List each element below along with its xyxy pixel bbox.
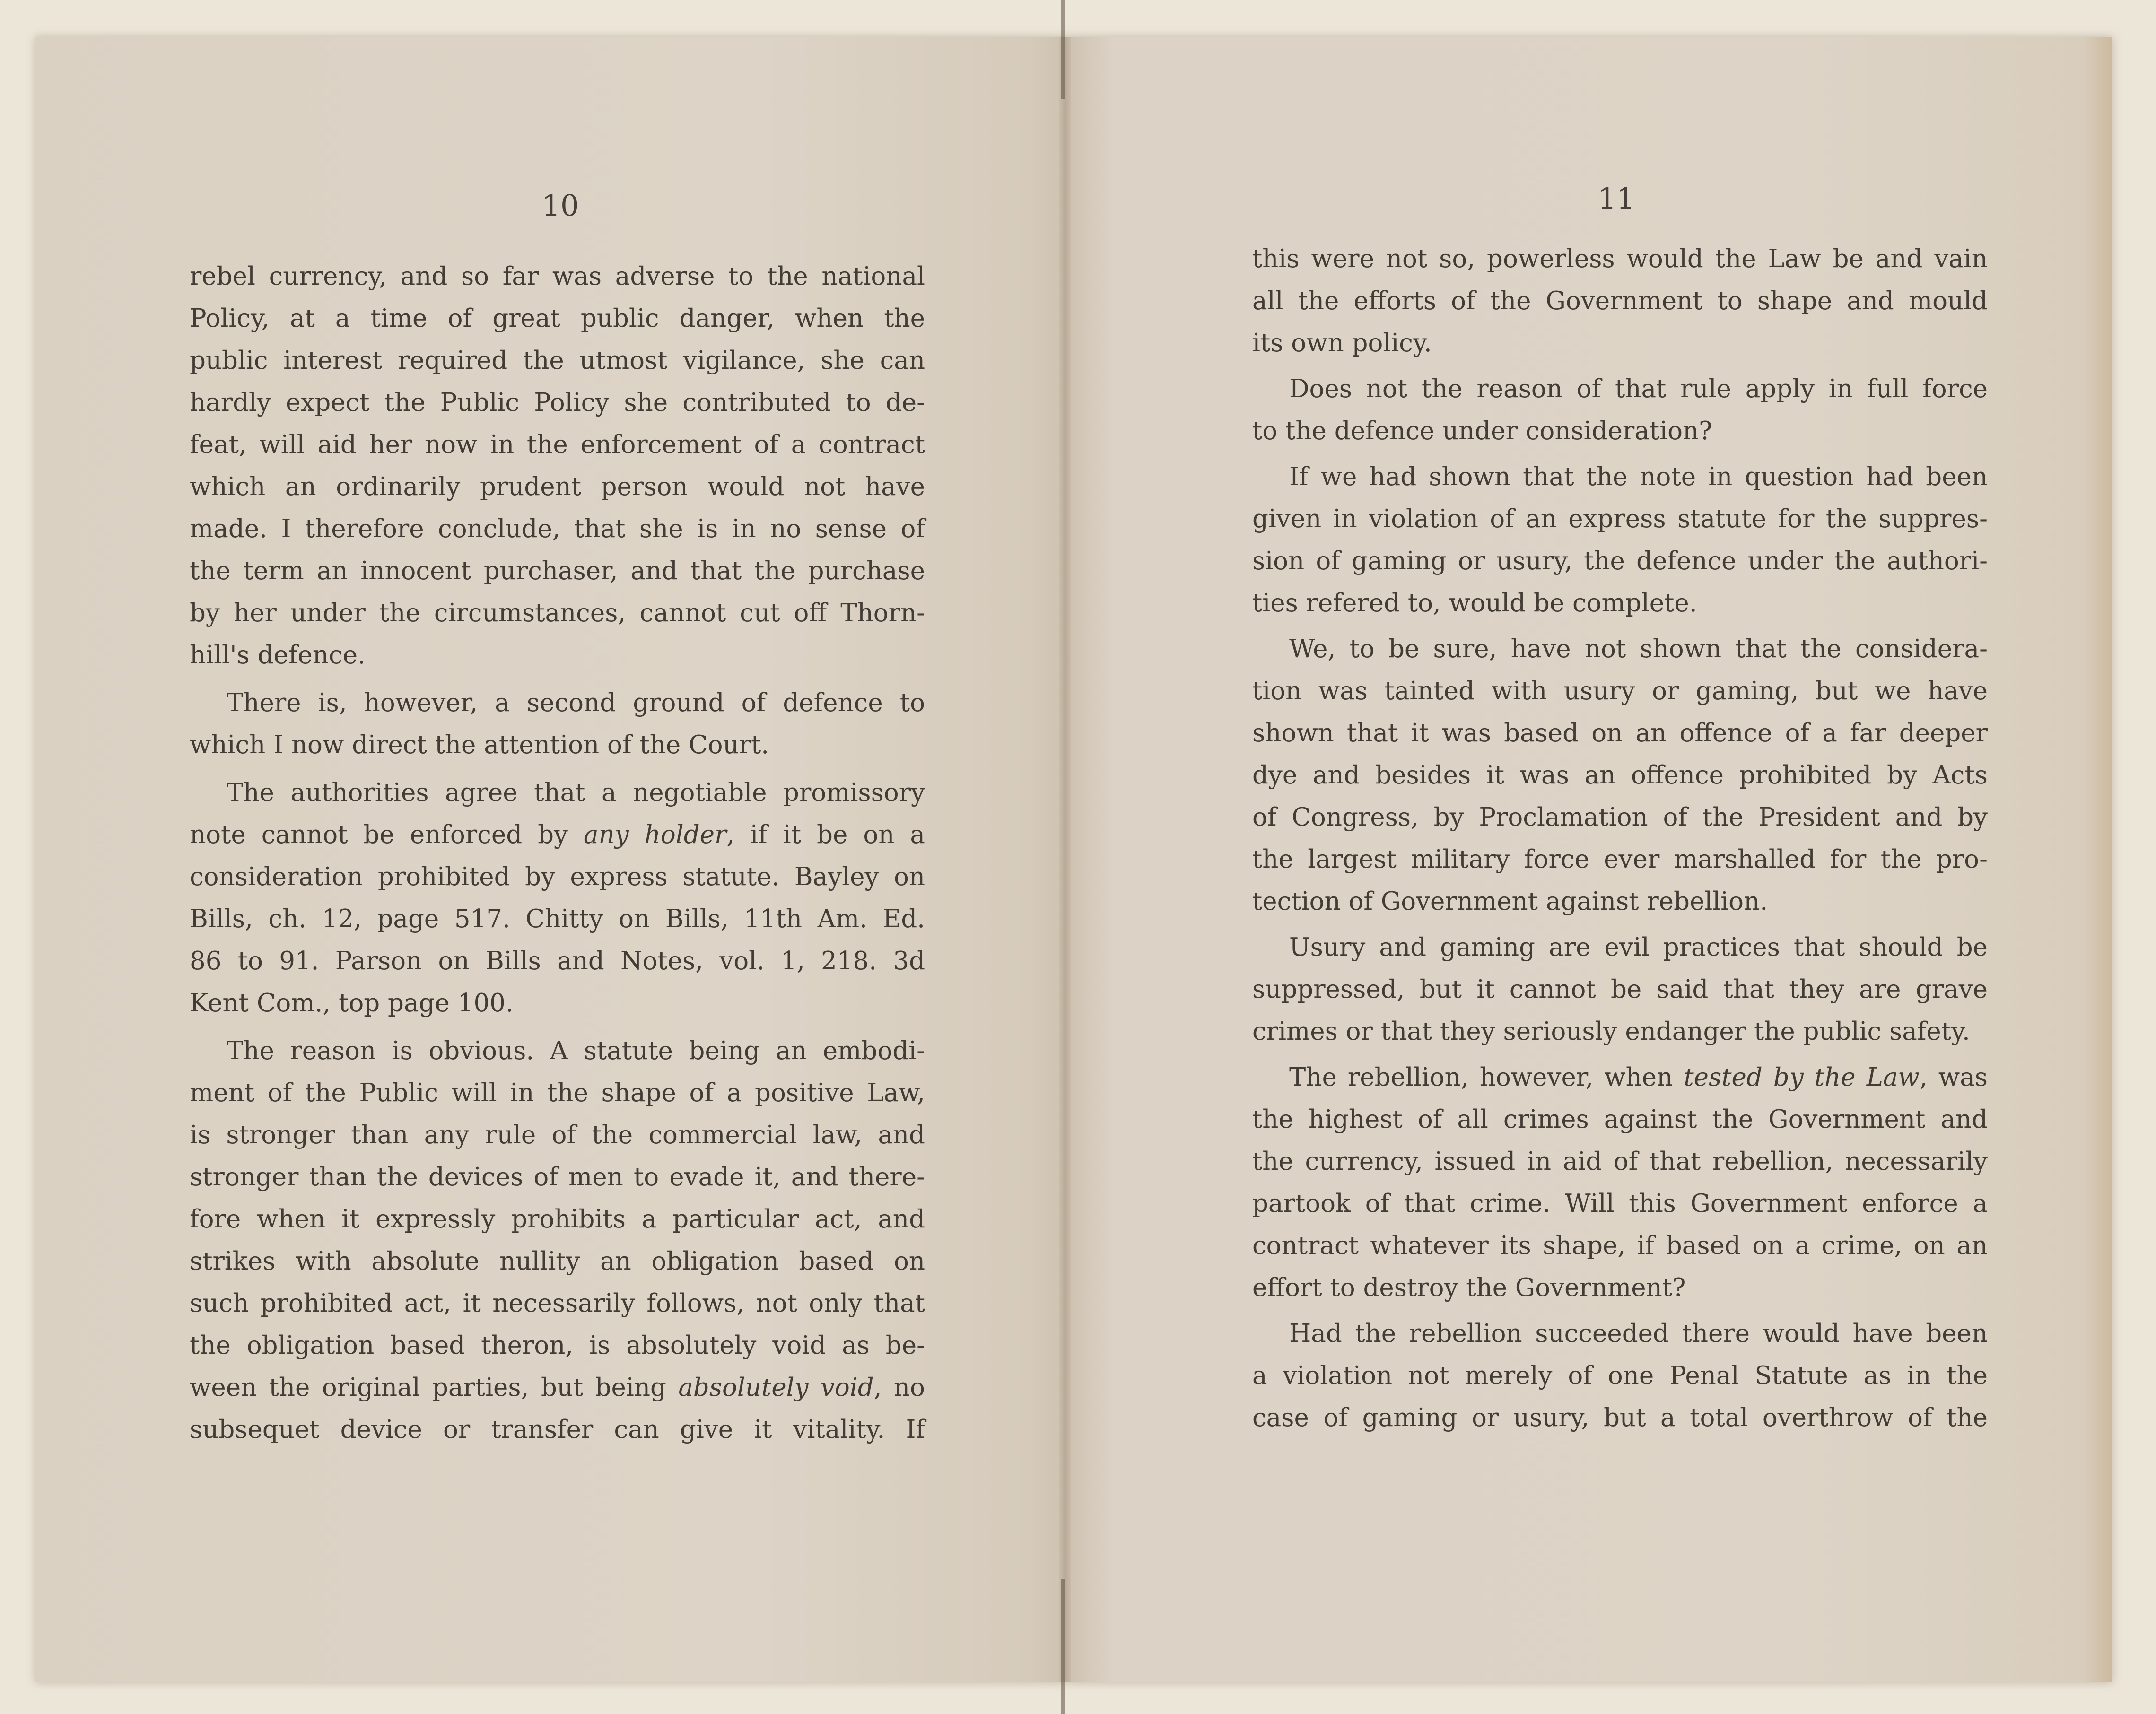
text-line: Bills, ch. 12, page 517. Chitty on Bills, 11th Am. Ed. bbox=[190, 905, 925, 933]
text-span: , was bbox=[1919, 1063, 1988, 1092]
text-line: feat, will aid her now in the enforcement of a contract bbox=[190, 430, 925, 459]
right-page-text bbox=[1252, 238, 1988, 1439]
text-line: by her under the circumstances, cannot cut off Thorn- bbox=[190, 599, 925, 627]
text-line: Had the rebellion succeeded there would have been bbox=[1289, 1319, 1988, 1348]
page-number-left: 10 bbox=[541, 188, 579, 223]
text-line: There is, however, a second ground of defence to bbox=[227, 688, 925, 717]
text-line: is stronger than any rule of the commercial law, and bbox=[190, 1121, 925, 1149]
left-page bbox=[35, 37, 1059, 1682]
text-line: all the efforts of the Government to shape and mould bbox=[1252, 287, 1988, 315]
text-line: the obligation based theron, is absolutely void as be- bbox=[190, 1331, 925, 1360]
text-line: Does not the reason of that rule apply in full force bbox=[1289, 374, 1988, 403]
text-span: ween the original parties, but being bbox=[190, 1373, 666, 1402]
text-line: dye and besides it was an offence prohibited by Acts bbox=[1252, 761, 1988, 790]
text-line: its own policy. bbox=[1252, 329, 1432, 357]
italic-span: any holder bbox=[584, 820, 727, 849]
text-line: hardly expect the Public Policy she contributed to de- bbox=[190, 388, 925, 417]
italic-span: absolutely void bbox=[678, 1373, 874, 1402]
binding-thread-bottom bbox=[1061, 1579, 1065, 1714]
text-line: to the defence under consideration? bbox=[1252, 417, 1712, 445]
text-line: shown that it was based on an offence of a far deeper bbox=[1252, 719, 1988, 748]
left-page-text bbox=[190, 255, 925, 1451]
text-line: subsequet device or transfer can give it vitality. If bbox=[190, 1415, 925, 1444]
text-line-mixed bbox=[190, 814, 925, 856]
text-line: If we had shown that the note in question had been bbox=[1289, 462, 1988, 491]
text-line: made. I therefore conclude, that she is in no sense of bbox=[190, 514, 925, 543]
text-line: such prohibited act, it necessarily follows, not only that bbox=[190, 1289, 925, 1318]
text-line: ment of the Public will in the shape of a positive Law, bbox=[190, 1079, 925, 1107]
text-line: hill's defence. bbox=[190, 641, 366, 670]
text-line: strikes with absolute nullity an obligation based on bbox=[190, 1247, 925, 1276]
page-number-right: 11 bbox=[1597, 181, 1635, 216]
text-line: consideration prohibited by express statute. Bayley on bbox=[190, 862, 925, 891]
book-spread bbox=[35, 37, 2112, 1682]
text-line: tion was tainted with usury or gaming, but we have bbox=[1252, 677, 1988, 705]
text-line: 86 to 91. Parson on Bills and Notes, vol. 1, 218. 3d bbox=[190, 947, 925, 975]
text-line: of Congress, by Proclamation of the President and by bbox=[1252, 803, 1988, 832]
text-line: ties refered to, would be complete. bbox=[1252, 589, 1697, 618]
text-line: contract whatever its shape, if based on a crime, on an bbox=[1252, 1231, 1988, 1260]
text-line-mixed bbox=[1252, 1056, 1988, 1098]
text-line: which I now direct the attention of the Court. bbox=[190, 731, 769, 759]
text-span: The rebellion, however, when bbox=[1289, 1063, 1673, 1092]
text-line-mixed bbox=[190, 1366, 925, 1409]
text-line: tection of Government against rebellion. bbox=[1252, 887, 1768, 916]
text-line: We, to be sure, have not shown that the considera- bbox=[1289, 635, 1988, 663]
text-line: fore when it expressly prohibits a particular act, and bbox=[190, 1205, 925, 1234]
text-line: suppressed, but it cannot be said that they are grave bbox=[1252, 975, 1988, 1004]
text-line: case of gaming or usury, but a total overthrow of the bbox=[1252, 1403, 1988, 1432]
text-line: effort to destroy the Government? bbox=[1252, 1273, 1686, 1302]
italic-span: tested by the Law bbox=[1684, 1063, 1920, 1092]
text-line: Kent Com., top page 100. bbox=[190, 989, 514, 1018]
text-line: sion of gaming or usury, the defence under the authori- bbox=[1252, 547, 1988, 575]
text-line: the largest military force ever marshalled for the pro- bbox=[1252, 845, 1988, 874]
text-span: , if it be on a bbox=[726, 820, 925, 849]
text-line: partook of that crime. Will this Government enforce a bbox=[1252, 1189, 1988, 1218]
text-line: stronger than the devices of men to evade it, and there- bbox=[190, 1163, 925, 1192]
text-line: The reason is obvious. A statute being an embodi- bbox=[227, 1036, 925, 1065]
text-line: the term an innocent purchaser, and that the purchase bbox=[190, 557, 925, 585]
text-line: crimes or that they seriously endanger the public safety. bbox=[1252, 1017, 1970, 1046]
text-line: The authorities agree that a negotiable promissory bbox=[227, 778, 925, 807]
text-line: Policy, at a time of great public danger, when the bbox=[190, 304, 925, 333]
text-span: note cannot be enforced by bbox=[190, 820, 568, 849]
text-line: which an ordinarily prudent person would not have bbox=[190, 472, 925, 501]
text-line: this were not so, powerless would the Law be and vain bbox=[1252, 244, 1988, 273]
text-line: Usury and gaming are evil practices that should be bbox=[1289, 933, 1988, 962]
text-line: rebel currency, and so far was adverse to the national bbox=[190, 262, 925, 291]
text-line: the highest of all crimes against the Government and bbox=[1252, 1105, 1988, 1134]
book-gutter bbox=[1059, 37, 1071, 1682]
text-line: the currency, issued in aid of that rebellion, necessarily bbox=[1252, 1147, 1988, 1176]
text-line: a violation not merely of one Penal Statute as in the bbox=[1252, 1361, 1988, 1390]
text-line: public interest required the utmost vigilance, she can bbox=[190, 346, 925, 375]
binding-thread-top bbox=[1061, 0, 1065, 99]
text-span: , no bbox=[873, 1373, 925, 1402]
text-line: given in violation of an express statute for the suppres- bbox=[1252, 505, 1988, 533]
